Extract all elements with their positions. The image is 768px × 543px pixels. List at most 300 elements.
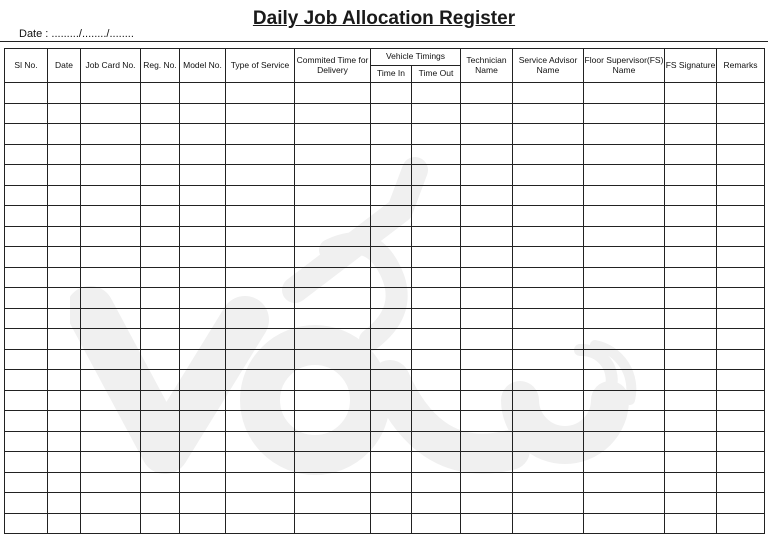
table-cell[interactable] (513, 472, 584, 493)
table-cell[interactable] (226, 165, 295, 186)
table-cell[interactable] (180, 247, 226, 268)
table-cell[interactable] (513, 370, 584, 391)
table-cell[interactable] (141, 226, 180, 247)
table-cell[interactable] (584, 165, 665, 186)
table-cell[interactable] (461, 124, 513, 145)
table-cell[interactable] (295, 411, 371, 432)
table-cell[interactable] (295, 124, 371, 145)
table-cell[interactable] (412, 349, 461, 370)
table-cell[interactable] (226, 103, 295, 124)
table-cell[interactable] (295, 452, 371, 473)
table-cell[interactable] (81, 165, 141, 186)
table-cell[interactable] (665, 452, 717, 473)
table-cell[interactable] (226, 308, 295, 329)
table-cell[interactable] (665, 431, 717, 452)
table-cell[interactable] (461, 370, 513, 391)
table-cell[interactable] (584, 329, 665, 350)
table-cell[interactable] (48, 226, 81, 247)
table-cell[interactable] (513, 452, 584, 473)
table-cell[interactable] (461, 288, 513, 309)
table-cell[interactable] (461, 411, 513, 432)
table-cell[interactable] (371, 124, 412, 145)
table-cell[interactable] (81, 83, 141, 104)
table-cell[interactable] (141, 513, 180, 534)
table-cell[interactable] (584, 103, 665, 124)
table-cell[interactable] (412, 493, 461, 514)
table-cell[interactable] (584, 472, 665, 493)
table-cell[interactable] (180, 390, 226, 411)
table-cell[interactable] (141, 267, 180, 288)
table-cell[interactable] (717, 226, 765, 247)
table-cell[interactable] (81, 103, 141, 124)
table-cell[interactable] (295, 288, 371, 309)
table-cell[interactable] (48, 390, 81, 411)
table-cell[interactable] (665, 288, 717, 309)
table-cell[interactable] (371, 370, 412, 391)
table-cell[interactable] (141, 370, 180, 391)
table-cell[interactable] (141, 411, 180, 432)
table-cell[interactable] (717, 103, 765, 124)
table-cell[interactable] (226, 83, 295, 104)
table-cell[interactable] (513, 349, 584, 370)
table-cell[interactable] (141, 431, 180, 452)
table-cell[interactable] (665, 349, 717, 370)
table-cell[interactable] (461, 390, 513, 411)
table-cell[interactable] (584, 493, 665, 514)
table-cell[interactable] (665, 493, 717, 514)
table-cell[interactable] (180, 165, 226, 186)
table-cell[interactable] (226, 349, 295, 370)
table-cell[interactable] (141, 247, 180, 268)
table-cell[interactable] (81, 349, 141, 370)
table-cell[interactable] (371, 308, 412, 329)
table-cell[interactable] (295, 472, 371, 493)
table-cell[interactable] (295, 431, 371, 452)
table-cell[interactable] (180, 267, 226, 288)
table-cell[interactable] (48, 185, 81, 206)
table-cell[interactable] (665, 206, 717, 227)
table-cell[interactable] (371, 247, 412, 268)
table-cell[interactable] (5, 513, 48, 534)
table-cell[interactable] (412, 185, 461, 206)
table-cell[interactable] (371, 452, 412, 473)
table-cell[interactable] (461, 247, 513, 268)
table-cell[interactable] (717, 144, 765, 165)
table-cell[interactable] (141, 329, 180, 350)
table-cell[interactable] (180, 349, 226, 370)
table-cell[interactable] (461, 431, 513, 452)
table-cell[interactable] (717, 165, 765, 186)
table-cell[interactable] (81, 493, 141, 514)
table-cell[interactable] (5, 226, 48, 247)
table-cell[interactable] (513, 411, 584, 432)
table-cell[interactable] (141, 493, 180, 514)
table-cell[interactable] (81, 431, 141, 452)
table-cell[interactable] (513, 144, 584, 165)
table-cell[interactable] (584, 452, 665, 473)
table-cell[interactable] (5, 452, 48, 473)
table-cell[interactable] (81, 247, 141, 268)
table-cell[interactable] (226, 472, 295, 493)
table-cell[interactable] (665, 103, 717, 124)
table-cell[interactable] (513, 247, 584, 268)
table-cell[interactable] (295, 308, 371, 329)
table-cell[interactable] (371, 513, 412, 534)
table-cell[interactable] (141, 83, 180, 104)
table-cell[interactable] (226, 493, 295, 514)
table-cell[interactable] (141, 206, 180, 227)
table-cell[interactable] (412, 329, 461, 350)
table-cell[interactable] (141, 472, 180, 493)
table-cell[interactable] (81, 267, 141, 288)
table-cell[interactable] (180, 206, 226, 227)
table-cell[interactable] (48, 370, 81, 391)
table-cell[interactable] (665, 185, 717, 206)
table-cell[interactable] (141, 308, 180, 329)
table-cell[interactable] (226, 411, 295, 432)
table-cell[interactable] (371, 493, 412, 514)
table-cell[interactable] (665, 411, 717, 432)
table-cell[interactable] (461, 185, 513, 206)
table-cell[interactable] (717, 124, 765, 145)
table-cell[interactable] (48, 288, 81, 309)
table-cell[interactable] (513, 493, 584, 514)
table-cell[interactable] (412, 103, 461, 124)
table-cell[interactable] (584, 185, 665, 206)
table-cell[interactable] (412, 206, 461, 227)
table-cell[interactable] (665, 472, 717, 493)
date-field[interactable]: Date : ........./......../........ (19, 28, 134, 40)
table-cell[interactable] (81, 288, 141, 309)
table-cell[interactable] (48, 206, 81, 227)
table-cell[interactable] (371, 103, 412, 124)
table-cell[interactable] (717, 288, 765, 309)
table-cell[interactable] (665, 124, 717, 145)
table-cell[interactable] (5, 329, 48, 350)
table-cell[interactable] (141, 144, 180, 165)
table-cell[interactable] (5, 472, 48, 493)
table-cell[interactable] (81, 513, 141, 534)
table-cell[interactable] (180, 329, 226, 350)
table-cell[interactable] (141, 452, 180, 473)
table-cell[interactable] (180, 431, 226, 452)
table-cell[interactable] (717, 247, 765, 268)
table-cell[interactable] (665, 513, 717, 534)
table-cell[interactable] (226, 226, 295, 247)
table-cell[interactable] (584, 288, 665, 309)
table-cell[interactable] (584, 83, 665, 104)
table-cell[interactable] (48, 472, 81, 493)
table-cell[interactable] (371, 83, 412, 104)
table-cell[interactable] (717, 206, 765, 227)
table-cell[interactable] (717, 83, 765, 104)
table-cell[interactable] (180, 185, 226, 206)
table-cell[interactable] (48, 165, 81, 186)
table-cell[interactable] (81, 124, 141, 145)
table-cell[interactable] (584, 247, 665, 268)
table-cell[interactable] (226, 431, 295, 452)
table-cell[interactable] (513, 431, 584, 452)
table-cell[interactable] (141, 349, 180, 370)
table-cell[interactable] (5, 493, 48, 514)
table-cell[interactable] (665, 247, 717, 268)
table-cell[interactable] (48, 493, 81, 514)
table-cell[interactable] (584, 349, 665, 370)
table-cell[interactable] (180, 124, 226, 145)
table-cell[interactable] (48, 431, 81, 452)
table-cell[interactable] (371, 226, 412, 247)
table-cell[interactable] (81, 308, 141, 329)
table-cell[interactable] (226, 247, 295, 268)
table-cell[interactable] (180, 472, 226, 493)
table-cell[interactable] (48, 329, 81, 350)
table-cell[interactable] (371, 411, 412, 432)
table-cell[interactable] (513, 206, 584, 227)
table-cell[interactable] (412, 513, 461, 534)
table-cell[interactable] (5, 370, 48, 391)
table-cell[interactable] (81, 390, 141, 411)
table-cell[interactable] (141, 165, 180, 186)
table-cell[interactable] (665, 390, 717, 411)
table-cell[interactable] (717, 513, 765, 534)
table-cell[interactable] (412, 247, 461, 268)
table-cell[interactable] (295, 103, 371, 124)
table-cell[interactable] (180, 493, 226, 514)
table-cell[interactable] (226, 370, 295, 391)
table-cell[interactable] (665, 165, 717, 186)
table-cell[interactable] (371, 288, 412, 309)
table-cell[interactable] (226, 329, 295, 350)
table-cell[interactable] (81, 226, 141, 247)
table-cell[interactable] (371, 390, 412, 411)
table-cell[interactable] (141, 185, 180, 206)
table-cell[interactable] (665, 308, 717, 329)
table-cell[interactable] (180, 452, 226, 473)
table-cell[interactable] (371, 185, 412, 206)
table-cell[interactable] (48, 124, 81, 145)
table-cell[interactable] (226, 288, 295, 309)
table-cell[interactable] (5, 144, 48, 165)
table-cell[interactable] (141, 124, 180, 145)
table-cell[interactable] (717, 185, 765, 206)
table-cell[interactable] (5, 349, 48, 370)
table-cell[interactable] (81, 370, 141, 391)
table-cell[interactable] (226, 390, 295, 411)
table-cell[interactable] (461, 226, 513, 247)
table-cell[interactable] (5, 83, 48, 104)
table-cell[interactable] (584, 390, 665, 411)
table-cell[interactable] (513, 185, 584, 206)
table-cell[interactable] (461, 308, 513, 329)
table-cell[interactable] (717, 431, 765, 452)
table-cell[interactable] (371, 206, 412, 227)
table-cell[interactable] (412, 308, 461, 329)
table-cell[interactable] (412, 431, 461, 452)
table-cell[interactable] (81, 144, 141, 165)
table-cell[interactable] (461, 472, 513, 493)
table-cell[interactable] (513, 513, 584, 534)
table-cell[interactable] (48, 513, 81, 534)
table-cell[interactable] (584, 226, 665, 247)
table-cell[interactable] (371, 349, 412, 370)
table-cell[interactable] (5, 185, 48, 206)
table-cell[interactable] (412, 267, 461, 288)
table-cell[interactable] (412, 288, 461, 309)
table-cell[interactable] (81, 411, 141, 432)
table-cell[interactable] (513, 288, 584, 309)
table-cell[interactable] (461, 513, 513, 534)
table-cell[interactable] (461, 206, 513, 227)
table-cell[interactable] (665, 144, 717, 165)
table-cell[interactable] (226, 185, 295, 206)
table-cell[interactable] (513, 329, 584, 350)
table-cell[interactable] (371, 472, 412, 493)
table-cell[interactable] (461, 329, 513, 350)
table-cell[interactable] (584, 308, 665, 329)
table-cell[interactable] (295, 165, 371, 186)
table-cell[interactable] (226, 144, 295, 165)
table-cell[interactable] (81, 185, 141, 206)
table-cell[interactable] (295, 267, 371, 288)
table-cell[interactable] (141, 390, 180, 411)
table-cell[interactable] (295, 83, 371, 104)
table-cell[interactable] (48, 411, 81, 432)
table-cell[interactable] (412, 144, 461, 165)
table-cell[interactable] (81, 206, 141, 227)
table-cell[interactable] (513, 308, 584, 329)
table-cell[interactable] (5, 206, 48, 227)
table-cell[interactable] (412, 472, 461, 493)
table-cell[interactable] (295, 493, 371, 514)
table-cell[interactable] (48, 83, 81, 104)
table-cell[interactable] (180, 226, 226, 247)
table-cell[interactable] (81, 452, 141, 473)
table-cell[interactable] (665, 226, 717, 247)
table-cell[interactable] (295, 349, 371, 370)
table-cell[interactable] (5, 411, 48, 432)
table-cell[interactable] (412, 124, 461, 145)
table-cell[interactable] (513, 226, 584, 247)
table-cell[interactable] (513, 267, 584, 288)
table-cell[interactable] (180, 83, 226, 104)
table-cell[interactable] (295, 185, 371, 206)
table-cell[interactable] (48, 247, 81, 268)
table-cell[interactable] (665, 329, 717, 350)
table-cell[interactable] (141, 103, 180, 124)
table-cell[interactable] (226, 267, 295, 288)
table-cell[interactable] (226, 452, 295, 473)
table-cell[interactable] (461, 349, 513, 370)
table-cell[interactable] (295, 370, 371, 391)
table-cell[interactable] (371, 431, 412, 452)
table-cell[interactable] (48, 144, 81, 165)
table-cell[interactable] (295, 390, 371, 411)
table-cell[interactable] (461, 83, 513, 104)
table-cell[interactable] (48, 308, 81, 329)
table-cell[interactable] (717, 390, 765, 411)
table-cell[interactable] (513, 124, 584, 145)
table-cell[interactable] (48, 349, 81, 370)
table-cell[interactable] (584, 124, 665, 145)
table-cell[interactable] (295, 144, 371, 165)
table-cell[interactable] (584, 206, 665, 227)
table-cell[interactable] (717, 452, 765, 473)
table-cell[interactable] (717, 329, 765, 350)
table-cell[interactable] (412, 165, 461, 186)
table-cell[interactable] (412, 83, 461, 104)
table-cell[interactable] (180, 288, 226, 309)
table-cell[interactable] (5, 308, 48, 329)
table-cell[interactable] (513, 103, 584, 124)
table-cell[interactable] (48, 452, 81, 473)
table-cell[interactable] (5, 247, 48, 268)
table-cell[interactable] (180, 411, 226, 432)
table-cell[interactable] (412, 390, 461, 411)
table-cell[interactable] (371, 329, 412, 350)
table-cell[interactable] (81, 472, 141, 493)
table-cell[interactable] (5, 267, 48, 288)
table-cell[interactable] (5, 288, 48, 309)
table-cell[interactable] (513, 165, 584, 186)
table-cell[interactable] (371, 165, 412, 186)
table-cell[interactable] (665, 83, 717, 104)
table-cell[interactable] (295, 329, 371, 350)
table-cell[interactable] (180, 513, 226, 534)
table-cell[interactable] (412, 452, 461, 473)
table-cell[interactable] (5, 124, 48, 145)
table-cell[interactable] (717, 308, 765, 329)
table-cell[interactable] (180, 144, 226, 165)
table-cell[interactable] (295, 226, 371, 247)
table-cell[interactable] (584, 144, 665, 165)
table-cell[interactable] (295, 513, 371, 534)
table-cell[interactable] (5, 103, 48, 124)
table-cell[interactable] (461, 103, 513, 124)
table-cell[interactable] (180, 103, 226, 124)
table-cell[interactable] (371, 144, 412, 165)
table-cell[interactable] (371, 267, 412, 288)
table-cell[interactable] (584, 431, 665, 452)
table-cell[interactable] (513, 390, 584, 411)
table-cell[interactable] (180, 370, 226, 391)
table-cell[interactable] (717, 349, 765, 370)
table-cell[interactable] (584, 411, 665, 432)
table-cell[interactable] (412, 370, 461, 391)
table-cell[interactable] (717, 267, 765, 288)
table-cell[interactable] (717, 370, 765, 391)
table-cell[interactable] (513, 83, 584, 104)
table-cell[interactable] (141, 288, 180, 309)
table-cell[interactable] (461, 267, 513, 288)
table-cell[interactable] (584, 370, 665, 391)
table-cell[interactable] (295, 247, 371, 268)
table-cell[interactable] (717, 411, 765, 432)
table-cell[interactable] (461, 165, 513, 186)
table-cell[interactable] (48, 103, 81, 124)
table-cell[interactable] (461, 452, 513, 473)
table-cell[interactable] (665, 267, 717, 288)
table-cell[interactable] (5, 165, 48, 186)
table-cell[interactable] (48, 267, 81, 288)
table-cell[interactable] (717, 472, 765, 493)
table-cell[interactable] (717, 493, 765, 514)
table-cell[interactable] (226, 124, 295, 145)
table-cell[interactable] (180, 308, 226, 329)
table-cell[interactable] (584, 513, 665, 534)
table-cell[interactable] (295, 206, 371, 227)
table-cell[interactable] (81, 329, 141, 350)
table-cell[interactable] (226, 206, 295, 227)
